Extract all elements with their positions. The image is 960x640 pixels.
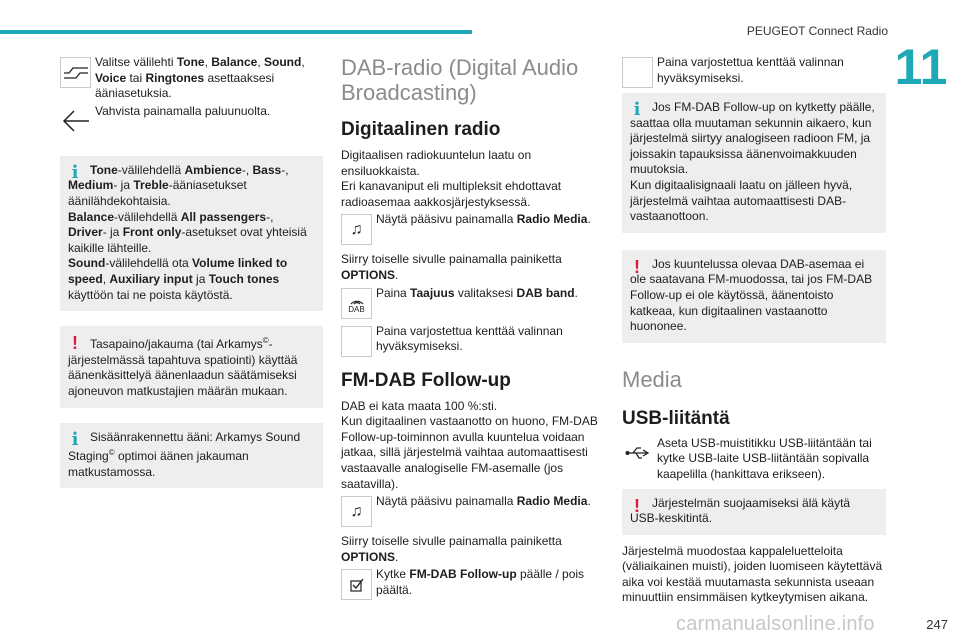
info-icon: i — [71, 161, 79, 183]
confirm-shaded-instruction: Paina varjostettua kenttää valinnan hyväksymiseksi. — [341, 324, 604, 358]
info-icon: i — [71, 428, 79, 450]
paragraph: Järjestelmä muodostaa kappaleluetteloita (väliaikainen muisti), joiden luomiseen käytettävä aika voi kestää muutamasta sekunnista useaan minuuttiin ensimmäisen kytkeytymisen aikana. — [622, 543, 883, 605]
dab-band-instruction: DAB Paina Taajuus valitaksesi DAB band. — [341, 286, 604, 320]
info-box-tone: i Tone-välilehdellä Ambience-, Bass-, Medium- ja Treble-ääniasetukset äänilähdekohtaisia. Balance-välilehdellä All passengers-, Driver- ja Front only-asetukset ovat yhteisiä kaikille lähteille. Sound-välilehdellä ota Volume linked to speed, Auxiliary input ja Touch tones käyttöön tai ne poista käytöstä. — [60, 156, 323, 311]
radio-media-instruction: ♫ Näytä pääsivu painamalla Radio Media. — [341, 212, 604, 246]
running-header-title: PEUGEOT Connect Radio — [746, 24, 888, 38]
music-note-icon: ♫ — [341, 214, 372, 245]
equalizer-icon — [60, 57, 91, 88]
watermark: carmanualsonline.info — [676, 613, 875, 635]
info-icon: i — [633, 99, 641, 120]
column-middle: DAB-radio (Digital Audio Broadcasting) Digitaalinen radio Digitaalisen radiokuuntelun laatu on ensiluokkaista. Eri kanavaniput eli multipleksit ehdottavat radioasemaa aakkosjärjestyksessä. ♫ Näytä pääsivu painamalla Radio Media. Siirry toiselle sivulle painamalla painiketta OPTIONS. DAB Paina Taajuus valitaksesi DAB band. Paina varjostettua kenttää valinnan hyväksymiseksi. FM-DAB Follow-up DAB ei kata maata 100 %:sti. Kun digitaalinen vastaanotto on huono, FM-DAB Follow-up-toiminnon avulla kuuntelua voidaan jatkaa, sillä järjestelmä vaihtaa automaattisesti vastaavalle analogiselle FM-asemalle (jos saatavilla). ♫ Näytä pääsivu painamalla Radio Media. Siirry toiselle sivulle painamalla painiketta OPTIONS. Kytke FM-DAB Follow-up päälle / pois päältä. — [341, 55, 604, 601]
warning-icon: ! — [72, 333, 78, 354]
usb-icon — [622, 438, 653, 469]
column-left — [60, 55, 323, 488]
section-heading-media: Media — [622, 366, 682, 392]
column-right — [622, 55, 886, 606]
music-note-icon: ♫ — [341, 496, 372, 527]
subheading-usb: USB-liitäntä — [622, 407, 730, 429]
subheading-fm-dab: FM-DAB Follow-up — [341, 369, 511, 391]
warning-box-usb-hub: ! Järjestelmän suojaamiseksi älä käytä USB-keskitintä. — [622, 489, 886, 535]
confirm-back-instruction — [60, 104, 323, 138]
info-box-fm-dab: i Jos FM-DAB Follow-up on kytketty päälle, saattaa olla muutaman sekunnin aikaero, kun järjestelmä siirtyy analogiseen radioon FM, ja joissakin tapauksissa äänenvoimakkuuden muutoksia. Kun digitaalisignaali laatu on jälleen hyvä, järjestelmä vaihtaa automaattisesti DAB-vastaanottoon. — [622, 93, 886, 233]
shaded-field-icon — [341, 326, 372, 357]
shaded-field-icon — [622, 57, 653, 88]
paragraph: Eri kanavaniput eli multipleksit ehdottavat radioasemaa aakkosjärjestyksessä. — [341, 179, 562, 209]
warning-icon: ! — [634, 495, 640, 516]
usb-instruction: Aseta USB-muistitikku USB-liitäntään tai kytke USB-laite USB-liitäntään sopivalla kaapelilla (hankittava erikseen). — [622, 436, 886, 483]
tone-instruction: Valitse välilehti Tone, Balance, Sound, Voice tai Ringtones asettaaksesi ääniasetuksia. — [60, 55, 323, 102]
dab-antenna-icon: DAB — [341, 288, 372, 319]
header-accent-bar — [0, 30, 472, 34]
back-text: Vahvista painamalla paluunuolta. — [95, 103, 271, 118]
subheading-digital-radio: Digitaalinen radio — [341, 119, 501, 140]
page-number: 247 — [926, 617, 948, 632]
warning-icon: ! — [634, 256, 640, 277]
info-box-sound-staging: i Sisäänrakennettu ääni: Arkamys Sound Staging© optimoi äänen jakauman matkustamossa. — [60, 423, 323, 489]
chapter-number: 11 — [894, 39, 948, 95]
fm-dab-toggle-instruction: Kytke FM-DAB Follow-up päälle / pois päältä. — [341, 567, 604, 601]
warning-box-dab-unavailable: ! Jos kuuntelussa olevaa DAB-asemaa ei ole saatavana FM-muodossa, tai jos FM-DAB Follow-up ei ole käytössä, äänentoisto katkeaa, kun digitaalinen vastaanotto huononee. — [622, 250, 886, 343]
back-arrow-icon — [60, 106, 91, 137]
confirm-shaded-instruction-2: Paina varjostettua kenttää valinnan hyväksymiseksi. — [622, 55, 886, 89]
checkbox-icon — [341, 569, 372, 600]
warning-box-arkamys: ! Tasapaino/jakauma (tai Arkamys©-järjestelmässä tapahtuva spatiointi) käyttää äänenkäsittelyä äänenlaadun säätämiseksi ajoneuvon matkustajien määrän mukaan. — [60, 326, 323, 407]
paragraph: Digitaalisen radiokuuntelun laatu on ensiluokkaista. — [341, 148, 532, 178]
radio-media-instruction-2: ♫ Näytä pääsivu painamalla Radio Media. — [341, 494, 604, 528]
section-heading-dab: DAB-radio (Digital Audio Broadcasting) — [341, 55, 579, 105]
